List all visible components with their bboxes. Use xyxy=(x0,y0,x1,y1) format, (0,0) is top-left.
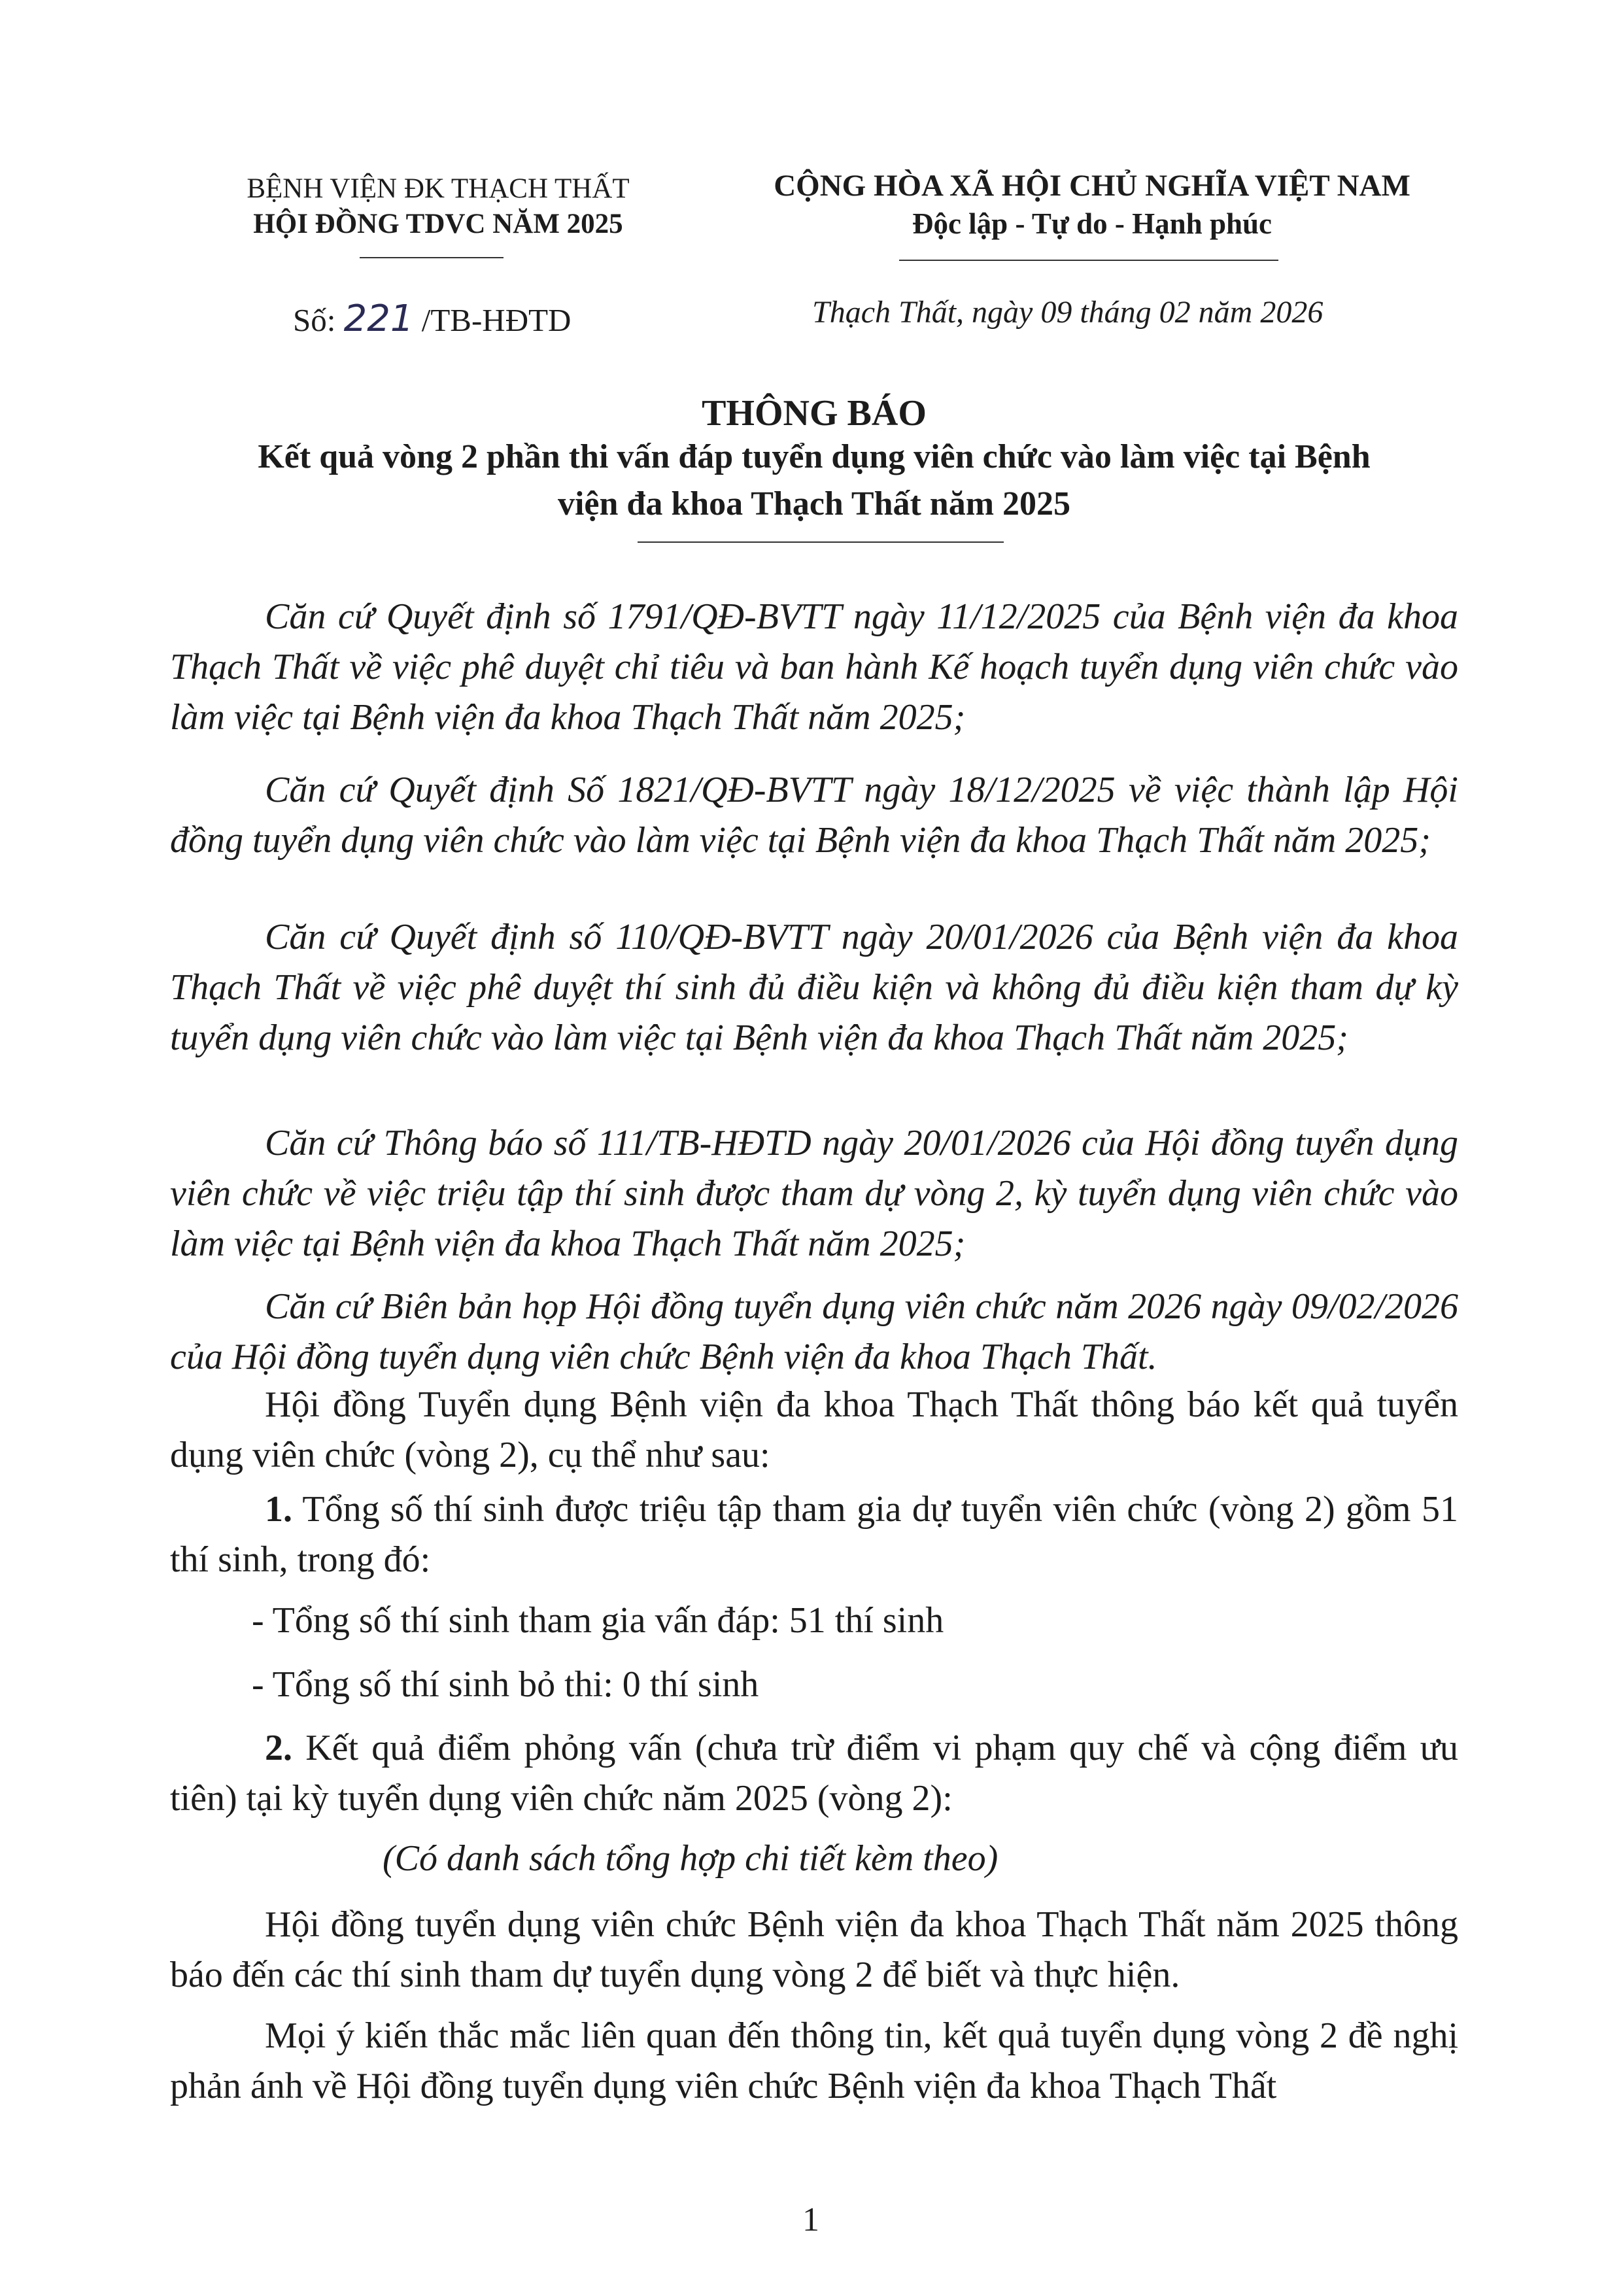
subtitle-line-1: Kết quả vòng 2 phần thi vấn đáp tuyển dụng viên chức vào làm việc tại Bệnh xyxy=(258,438,1371,475)
item-2 xyxy=(170,1723,1458,1824)
legal-basis-1: Căn cứ Quyết định số 1791/QĐ-BVTT ngày 11/12/2025 của Bệnh viện đa khoa Thạch Thất về việc phê duyệt chỉ tiêu và ban hành Kế hoạch tuyển dụng viên chức vào làm việc tại Bệnh viện đa khoa Thạch Thất năm 2025; xyxy=(170,596,1458,738)
document-title: THÔNG BÁO xyxy=(702,393,927,434)
national-name: CỘNG HÒA XÃ HỘI CHỦ NGHĨA VIỆT NAM xyxy=(774,169,1410,203)
page-number: 1 xyxy=(802,2201,819,2238)
attachment-note: (Có danh sách tổng hợp chi tiết kèm theo) xyxy=(383,1838,999,1879)
legal-basis-4: Căn cứ Thông báo số 111/TB-HĐTD ngày 20/01/2026 của Hội đồng tuyển dụng viên chức về việc triệu tập thí sinh được tham dự vòng 2, kỳ tuyển dụng viên chức vào làm việc tại Bệnh viện đa khoa Thạch Thất năm 2025; xyxy=(170,1123,1458,1264)
legal-basis-2: Căn cứ Quyết định Số 1821/QĐ-BVTT ngày 18/12/2025 về việc thành lập Hội đồng tuyển dụng viên chức vào làm việc tại Bệnh viện đa khoa Thạch Thất năm 2025; xyxy=(170,770,1458,861)
handwritten-number: 221 xyxy=(343,298,414,340)
item-1-number: 1. xyxy=(265,1489,292,1530)
intro-paragraph: Hội đồng Tuyển dụng Bệnh viện đa khoa Thạch Thất thông báo kết quả tuyển dụng viên chức (vòng 2), cụ thể như sau: xyxy=(170,1384,1458,1475)
item-2-text: Kết quả điểm phỏng vấn (chưa trừ điểm vi phạm quy chế và cộng điểm ưu tiên) tại kỳ tuyển dụng viên chức năm 2025 (vòng 2): xyxy=(170,1728,1458,1819)
number-prefix: Số: xyxy=(293,302,336,338)
document-number xyxy=(293,298,571,340)
legal-basis-3: Căn cứ Quyết định số 110/QĐ-BVTT ngày 20/01/2026 của Bệnh viện đa khoa Thạch Thất về việc phê duyệt thí sinh đủ điều kiện và không đủ điều kiện tham dự kỳ tuyển dụng viên chức vào làm việc tại Bệnh viện đa khoa Thạch Thất năm 2025; xyxy=(170,917,1458,1058)
notify-paragraph: Hội đồng tuyển dụng viên chức Bệnh viện đa khoa Thạch Thất năm 2025 thông báo đến các thí sinh tham dự tuyển dụng vòng 2 để biết và thực hiện. xyxy=(170,1904,1458,1995)
issuer-block xyxy=(203,171,674,242)
item-2-number: 2. xyxy=(265,1728,292,1768)
item-1 xyxy=(170,1484,1458,1585)
item-1-bullet-1: - Tổng số thí sinh tham gia vấn đáp: 51 thí sinh xyxy=(252,1600,944,1641)
legal-basis-5: Căn cứ Biên bản họp Hội đồng tuyển dụng viên chức năm 2026 ngày 09/02/2026 của Hội đồng tuyển dụng viên chức Bệnh viện đa khoa Thạch Thất. xyxy=(170,1286,1458,1377)
number-suffix: /TB-HĐTD xyxy=(421,302,572,338)
national-motto: Độc lập - Tự do - Hạnh phúc xyxy=(912,207,1273,240)
issuer-underline xyxy=(360,257,504,258)
national-motto-block xyxy=(732,167,1452,243)
title-underline xyxy=(638,541,1004,543)
issuer-council: HỘI ĐỒNG TDVC NĂM 2025 xyxy=(253,209,623,239)
motto-underline xyxy=(899,260,1278,261)
document-subtitle xyxy=(131,434,1497,528)
item-1-text: Tổng số thí sinh được triệu tập tham gia dự tuyển viên chức (vòng 2) gồm 51 thí sinh, trong đó: xyxy=(170,1489,1458,1580)
place-date: Thạch Thất, ngày 09 tháng 02 năm 2026 xyxy=(812,295,1324,330)
feedback-paragraph: Mọi ý kiến thắc mắc liên quan đến thông tin, kết quả tuyển dụng vòng 2 đề nghị phản ánh về Hội đồng tuyển dụng viên chức Bệnh viện đa khoa Thạch Thất xyxy=(170,2015,1458,2106)
item-1-bullet-2: - Tổng số thí sinh bỏ thi: 0 thí sinh xyxy=(252,1664,759,1705)
issuer-hospital: BỆNH VIỆN ĐK THẠCH THẤT xyxy=(247,173,630,204)
subtitle-line-2: viện đa khoa Thạch Thất năm 2025 xyxy=(557,485,1071,523)
